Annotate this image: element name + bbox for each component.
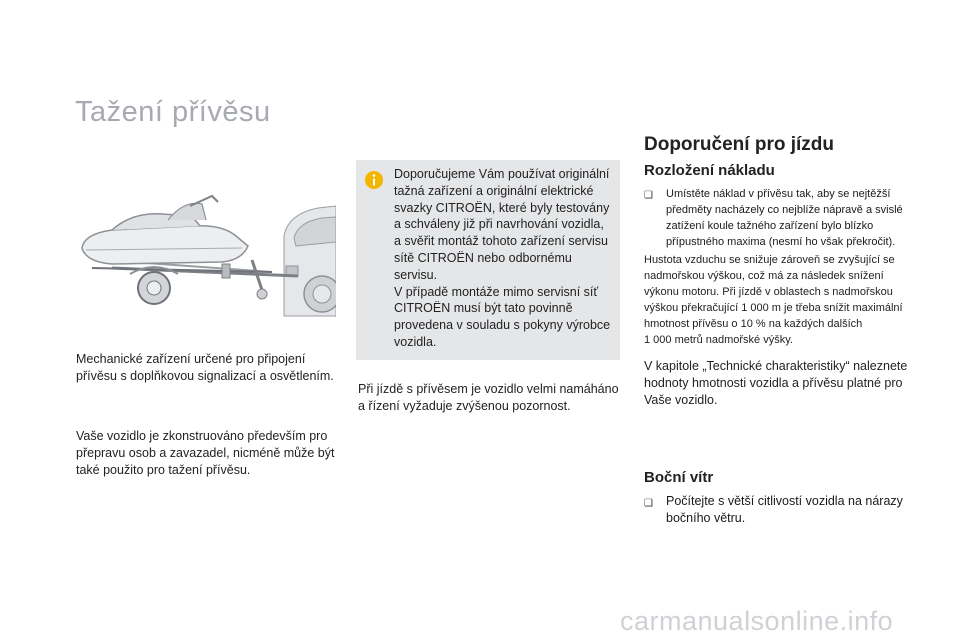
trailer-device-paragraph: Mechanické zařízení určené pro připojení přívěsu s doplňkovou signalizací a osvětlením.	[76, 352, 334, 383]
altitude-note: Hustota vzduchu se snižuje zároveň se zvyšující se nadmořskou výškou, což má za následek snížení výkonu motoru. Při jízdě v oblastech s nadmořskou výškou překračující 1 000 m je třeba snížit maximální hmotnost přívěsu o 10 % na každých dalších 1 000 metrů nadmořské výšky.	[644, 254, 903, 346]
crosswind-bullet-text: Počítejte s větší citlivostí vozidla na nárazy bočního větru.	[666, 494, 903, 525]
load-distribution-bullet-text: Umístěte náklad v přívěsu tak, aby se nejtěžší předměty nacházely co nejblíže nápravě a svislé zatížení koule tažného zařízení bylo blízko přípustného maxima (nesmí ho však překročit).	[666, 188, 903, 248]
load-distribution-heading: Rozložení nákladu	[644, 162, 775, 179]
load-distribution-bullet	[644, 186, 914, 250]
driving-attention-paragraph: Při jízdě s přívěsem je vozidlo velmi namáháno a řízení vyžaduje zvýšenou pozornost.	[358, 382, 619, 413]
page-title: Tažení přívěsu	[75, 96, 271, 128]
vehicle-purpose-paragraph: Vaše vozidlo je zkonstruováno především pro přepravu osob a zavazadel, nicméně může být také použito pro tažení přívěsu.	[76, 429, 335, 477]
watermark: carmanualsonline.info	[620, 606, 894, 636]
driving-recommendations-heading: Doporučení pro jízdu	[644, 134, 834, 155]
jetski-on-trailer-illustration	[72, 190, 336, 318]
info-icon	[364, 170, 384, 190]
crosswind-heading: Boční vítr	[644, 469, 714, 486]
technical-characteristics-paragraph: V kapitole „Technické charakteristiky“ naleznete hodnoty hmotnosti vozidla a přívěsu platné pro Vaše vozidlo.	[644, 359, 908, 407]
checkbox-bullet-icon: ❏	[644, 190, 653, 201]
info-box	[356, 160, 620, 360]
info-box-text: Doporučujeme Vám používat originální tažná zařízení a originální elektrické svazky CITROËN, které byly testovány a schváleny již při navrhování vozidla, a svěřit montáž tohoto zařízení servisu sítě CITROËN nebo odbornému servisu. V případě montáže mimo servisní síť CITROËN musí být tato povinně provedena v souladu s pokyny výrobce vozidla.	[394, 167, 611, 349]
checkbox-bullet-icon: ❏	[644, 498, 653, 509]
crosswind-bullet	[644, 493, 919, 527]
